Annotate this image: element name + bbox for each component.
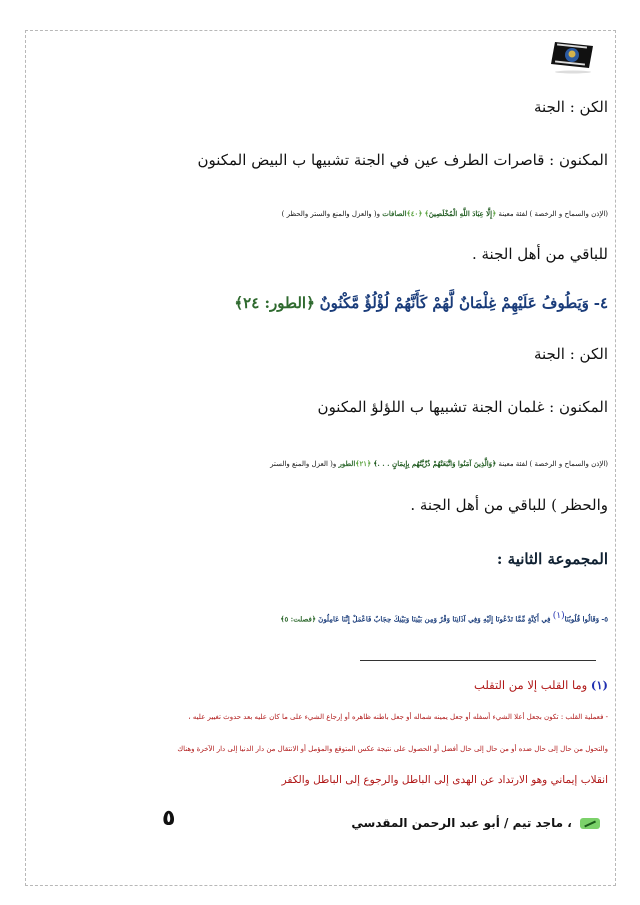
surah-reference: ﴿فصلت: ٥﴾ bbox=[280, 614, 316, 624]
quran-verse: إِلَّا عِبَادَ اللَّهِ الْمُخْلَصِينَ bbox=[428, 209, 493, 218]
verse-line bbox=[38, 605, 608, 630]
quran-bracket: ﴾ bbox=[424, 209, 429, 218]
quran-verse: ﴿وَالَّذِينَ آمَنُوا وَاتَّبَعَتْهُمْ ذُرِّيَّتُهُم بِإِيمَانٍ . . .﴾ bbox=[373, 459, 497, 468]
verse-number: ﴿٢١﴾ bbox=[355, 459, 372, 468]
text-line: المكنون : قاصرات الطرف عين في الجنة تشبيها ب البيض المكنون bbox=[197, 151, 608, 169]
footnote-paragraph: انقلاب إيماني وهو الارتداد عن الهدى إلى الباطل والرجوع إلى الباطل والكفر bbox=[281, 774, 608, 786]
footnote-separator bbox=[360, 660, 596, 661]
footnote-paragraph: - فعملية القلب : تكون بجعل أعلا الشيء أسفله أو جعل يمينه شماله أو جعل باطنه ظاهره أو إرجاع الشيء على ما كان عليه بعد حدوث تغيير عليه ، bbox=[188, 713, 608, 721]
author-signature bbox=[351, 816, 600, 830]
text-line: الكن : الجنة bbox=[533, 98, 608, 116]
quran-verse: وَقَالُوا قُلُوبُنَا bbox=[564, 614, 600, 624]
surah-reference: ﴿الطور: ٢٤﴾ bbox=[234, 294, 315, 312]
text-segment: (الإذن والسماح و الرخصة ) لفئة معينة bbox=[498, 210, 608, 218]
footnote-title bbox=[474, 676, 608, 694]
footnote-number: (١) bbox=[590, 678, 608, 692]
quran-verse: فِي أَكِنَّةٍ مِّمَّا تَدْعُونَا إِلَيْهِ وَفِي آذَانِنَا وَقْرٌ وَمِن بَيْنِنَا وَبَيْنِكَ حِجَابٌ فَاعْمَلْ إِنَّنَا عَامِلُونَ bbox=[318, 614, 551, 624]
surah-reference: الطور bbox=[338, 459, 356, 468]
page-number: ٥ bbox=[162, 806, 176, 831]
text-segment: و( والعزل والمنع والستر والحظر ) bbox=[281, 210, 381, 218]
site-logo bbox=[547, 38, 597, 74]
verse-line bbox=[234, 292, 608, 314]
footnote-reference[interactable]: (١) bbox=[552, 611, 565, 621]
section-heading: المجموعة الثانية : bbox=[496, 550, 608, 568]
text-segment: (الإذن والسماح و الرخصة ) لفئة معينة bbox=[498, 460, 608, 468]
text-segment: و( العزل والمنع والستر bbox=[270, 460, 337, 468]
author-name: ، ماجد تيم / أبو عبد الرحمن المقدسي bbox=[351, 816, 572, 830]
pen-icon bbox=[580, 818, 600, 829]
quran-bracket: ﴿ bbox=[492, 209, 497, 218]
text-line bbox=[38, 453, 608, 475]
text-line: للباقي من أهل الجنة . bbox=[471, 245, 608, 263]
verse-index: ٤- bbox=[593, 294, 608, 312]
text-line: والحظر ) للباقي من أهل الجنة . bbox=[410, 496, 608, 514]
text-line bbox=[38, 203, 608, 225]
quran-verse: وَيَطُوفُ عَلَيْهِمْ غِلْمَانٌ لَّهُمْ كَأَنَّهُمْ لُؤْلُؤٌ مَّكْنُونٌ bbox=[319, 294, 589, 312]
surah-reference: الصافات bbox=[382, 209, 407, 218]
footnote-paragraph: والتحول من حال إلى حال ضده أو من حال إلى حال أفضل أو الحصول على نتيجة عكس المتوقع والمؤمل أو الانتقال من دار الدنيا إلى دار الآخرة وهناك bbox=[177, 745, 608, 753]
footnote-title-text: وما القلب إلا من التقلب bbox=[474, 678, 588, 692]
text-line: المكنون : غلمان الجنة تشبيها ب اللؤلؤ المكنون bbox=[317, 398, 608, 416]
verse-number: ﴿٤٠﴾ bbox=[406, 209, 423, 218]
text-line: الكن : الجنة bbox=[533, 345, 608, 363]
verse-index: ٥- bbox=[601, 614, 608, 624]
